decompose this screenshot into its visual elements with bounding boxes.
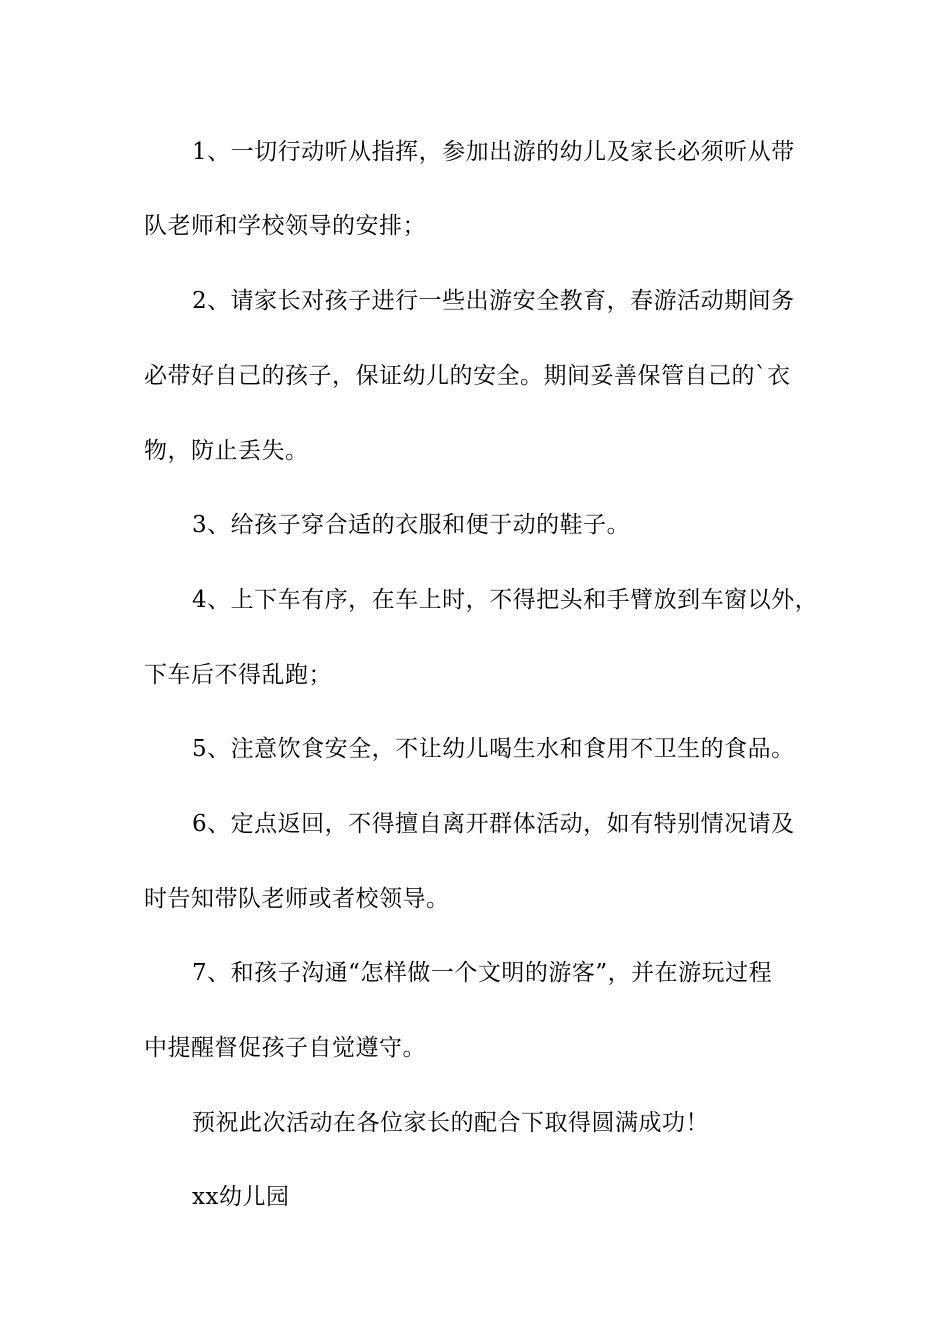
item-6-line-2: 时告知带队老师或者校领导。 bbox=[144, 886, 450, 912]
item-2-line-3: 物，防止丢失。 bbox=[144, 438, 309, 464]
item-4-line-2: 下车后不得乱跑； bbox=[144, 662, 332, 688]
item-7-line-2: 中提醒督促孩子自觉遵守。 bbox=[144, 1035, 426, 1061]
signature-kindergarten: xx幼儿园 bbox=[192, 1184, 290, 1210]
item-2-line-1: 2、请家长对孩子进行一些出游安全教育，春游活动期间务 bbox=[192, 288, 795, 314]
item-7-line-1: 7、和孩子沟通“怎样做一个文明的游客”，并在游玩过程 bbox=[192, 960, 773, 986]
closing-wish: 预祝此次活动在各位家长的配合下取得圆满成功！ bbox=[192, 1110, 709, 1136]
item-2-line-2: 必带好自己的孩子，保证幼儿的安全。期间妥善保管自己的`衣 bbox=[144, 363, 791, 389]
item-3-line-1: 3、给孩子穿合适的衣服和便于动的鞋子。 bbox=[192, 512, 631, 538]
item-6-line-1: 6、定点返回，不得擅自离开群体活动，如有特别情况请及 bbox=[192, 811, 795, 837]
item-5-line-1: 5、注意饮食安全，不让幼儿喝生水和食用不卫生的食品。 bbox=[192, 736, 795, 762]
item-1-line-2: 队老师和学校领导的安排； bbox=[144, 213, 426, 239]
item-1-line-1: 1、一切行动听从指挥，参加出游的幼儿及家长必须听从带 bbox=[192, 139, 795, 165]
item-4-line-1: 4、上下车有序，在车上时，不得把头和手臂放到车窗以外， bbox=[192, 587, 819, 613]
